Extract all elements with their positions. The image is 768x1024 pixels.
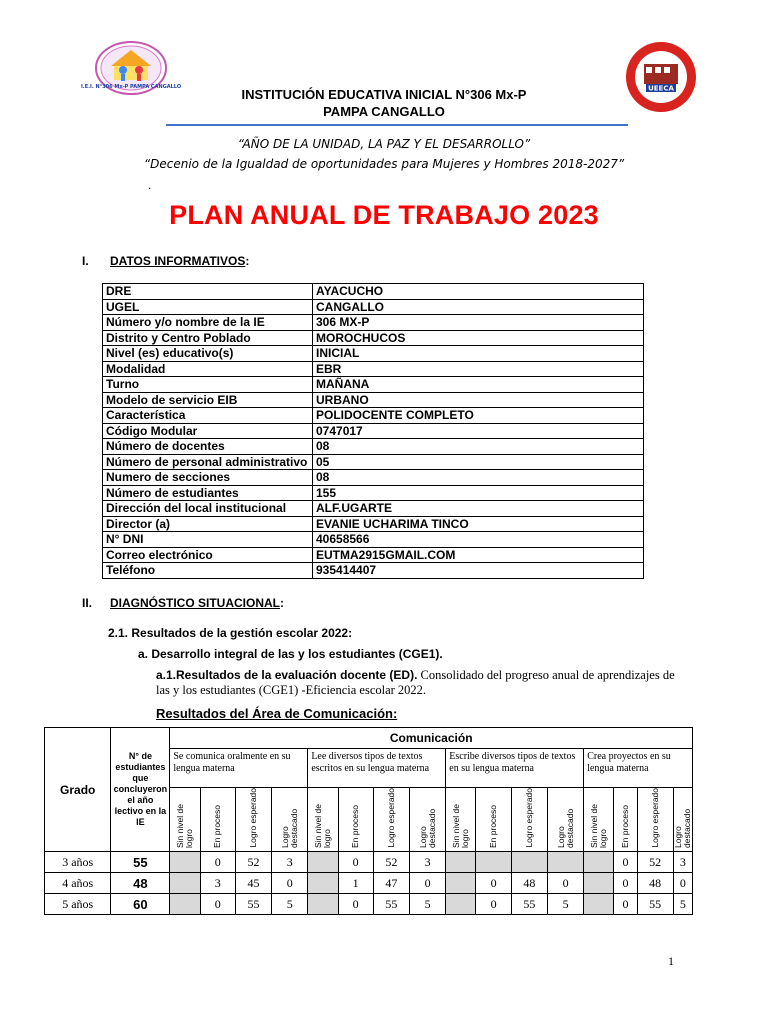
results-table	[44, 727, 693, 915]
level-label: Sin nivel de logro	[588, 804, 608, 848]
result-value-cell: 0	[673, 873, 692, 894]
info-key: N° DNI	[103, 532, 313, 548]
info-value: 05	[313, 454, 644, 470]
result-value-cell	[170, 852, 200, 873]
info-row	[103, 284, 644, 300]
level-label: En proceso	[488, 805, 499, 848]
grade-header: Grado	[45, 728, 111, 852]
info-key: Modelo de servicio EIB	[103, 392, 313, 408]
info-key: Numero de secciones	[103, 470, 313, 486]
result-value-cell: 0	[614, 852, 637, 873]
result-value-cell: 5	[673, 894, 692, 915]
info-key: Número de personal administrativo	[103, 454, 313, 470]
result-value-cell: 0	[614, 873, 637, 894]
info-row	[103, 454, 644, 470]
level-label: Sin nivel de logro	[174, 804, 194, 848]
level-label: Logro esperado	[523, 788, 534, 848]
info-key: Nivel (es) educativo(s)	[103, 346, 313, 362]
info-row	[103, 377, 644, 393]
info-value: INICIAL	[313, 346, 644, 362]
level-header	[614, 788, 637, 852]
result-value-cell	[584, 873, 614, 894]
info-key: Número de estudiantes	[103, 485, 313, 501]
institution-location: PAMPA CANGALLO	[323, 104, 445, 119]
result-value-cell: 0	[614, 894, 637, 915]
result-value-cell: 3	[673, 852, 692, 873]
result-value-cell: 0	[338, 894, 373, 915]
info-row	[103, 439, 644, 455]
level-label: Logro destacado	[279, 808, 299, 848]
info-key: Correo electrónico	[103, 547, 313, 563]
info-value: 935414407	[313, 563, 644, 579]
result-value-cell: 55	[235, 894, 271, 915]
info-key: Modalidad	[103, 361, 313, 377]
result-value-cell	[584, 852, 614, 873]
info-value: URBANO	[313, 392, 644, 408]
competency-header: Escribe diversos tipos de textos en su lengua materna	[446, 749, 584, 788]
result-value-cell: 0	[476, 894, 511, 915]
level-label: Logro esperado	[385, 788, 396, 848]
paragraph-rest: Consolidado del progreso anual de aprendizajes de las y los estudiantes (CGE1) -Eficiencia escolar 2022.	[156, 668, 675, 697]
header-rule	[166, 124, 628, 126]
info-row	[103, 392, 644, 408]
section-2-colon: :	[280, 596, 284, 610]
left-logo-text: I.E.I. N°306 Mx-P PAMPA CANGALLO	[80, 84, 182, 90]
level-header	[476, 788, 511, 852]
section-1-colon: :	[245, 254, 250, 268]
result-value-cell	[170, 894, 200, 915]
student-count-cell: 60	[111, 894, 170, 915]
info-key: Director (a)	[103, 516, 313, 532]
decade-motto: “Decenio de la Igualdad de oportunidades para Mujeres y Hombres 2018-2027”	[143, 157, 625, 171]
competency-header: Crea proyectos en su lengua materna	[584, 749, 693, 788]
level-header	[200, 788, 235, 852]
results-row	[45, 894, 693, 915]
info-value: 306 MX-P	[313, 315, 644, 331]
level-header	[547, 788, 583, 852]
result-value-cell: 55	[637, 894, 673, 915]
result-value-cell: 3	[200, 873, 235, 894]
result-value-cell: 0	[272, 873, 308, 894]
level-header	[338, 788, 373, 852]
info-key: Turno	[103, 377, 313, 393]
info-key: UGEL	[103, 299, 313, 315]
level-header	[511, 788, 547, 852]
section-2-label: DIAGNÓSTICO SITUACIONAL	[110, 596, 280, 610]
info-value: MOROCHUCOS	[313, 330, 644, 346]
competency-header: Se comunica oralmente en su lengua materna	[170, 749, 308, 788]
document-title: PLAN ANUAL DE TRABAJO 2023	[169, 200, 599, 230]
info-value: 40658566	[313, 532, 644, 548]
competency-header: Lee diversos tipos de textos escritos en su lengua materna	[308, 749, 446, 788]
level-header	[373, 788, 409, 852]
info-row	[103, 361, 644, 377]
info-value: AYACUCHO	[313, 284, 644, 300]
subheading-a: a. Desarrollo integral de las y los estudiantes (CGE1).	[138, 647, 443, 661]
subheading-2-1: 2.1. Resultados de la gestión escolar 2022:	[108, 626, 353, 640]
info-value: CANGALLO	[313, 299, 644, 315]
result-value-cell: 52	[373, 852, 409, 873]
grade-cell: 3 años	[45, 852, 111, 873]
result-value-cell	[308, 894, 338, 915]
level-header	[446, 788, 476, 852]
info-value: EVANIE UCHARIMA TINCO	[313, 516, 644, 532]
institution-name: INSTITUCIÓN EDUCATIVA INICIAL N°306 Mx-P	[241, 87, 527, 102]
info-value: 08	[313, 439, 644, 455]
level-label: En proceso	[212, 805, 223, 848]
info-value: 08	[313, 470, 644, 486]
info-value: MAÑANA	[313, 377, 644, 393]
result-value-cell	[547, 852, 583, 873]
result-value-cell	[446, 852, 476, 873]
result-value-cell: 47	[373, 873, 409, 894]
result-value-cell: 3	[410, 852, 446, 873]
result-value-cell: 52	[637, 852, 673, 873]
info-row	[103, 532, 644, 548]
info-row	[103, 330, 644, 346]
result-value-cell	[476, 852, 511, 873]
result-value-cell: 5	[410, 894, 446, 915]
info-row	[103, 346, 644, 362]
level-header	[410, 788, 446, 852]
result-value-cell	[308, 852, 338, 873]
result-value-cell	[446, 894, 476, 915]
info-value: EUTMA2915GMAIL.COM	[313, 547, 644, 563]
level-label: En proceso	[619, 805, 630, 848]
results-row	[45, 873, 693, 894]
area-header: Comunicación	[170, 728, 693, 749]
level-label: Logro esperado	[247, 788, 258, 848]
info-value: 155	[313, 485, 644, 501]
info-key: Teléfono	[103, 563, 313, 579]
result-value-cell: 55	[373, 894, 409, 915]
result-value-cell: 55	[511, 894, 547, 915]
info-value: 0747017	[313, 423, 644, 439]
evaluation-paragraph	[156, 668, 686, 698]
right-logo-text: UEECA	[648, 84, 674, 93]
info-value: ALF.UGARTE	[313, 501, 644, 517]
paragraph-bold-lead: a.1.Resultados de la evaluación docente (ED).	[156, 668, 418, 682]
result-value-cell: 0	[200, 894, 235, 915]
level-header	[170, 788, 200, 852]
result-value-cell: 0	[547, 873, 583, 894]
level-label: Logro esperado	[649, 788, 660, 848]
result-value-cell: 3	[272, 852, 308, 873]
year-motto: “AÑO DE LA UNIDAD, LA PAZ Y EL DESARROLLO”	[237, 137, 531, 151]
info-row	[103, 315, 644, 331]
stray-dot: .	[148, 178, 152, 192]
level-label: Logro destacado	[555, 808, 575, 848]
level-header	[584, 788, 614, 852]
result-value-cell	[446, 873, 476, 894]
result-value-cell: 1	[338, 873, 373, 894]
results-row	[45, 852, 693, 873]
info-table	[102, 283, 644, 579]
level-label: Logro destacado	[417, 808, 437, 848]
level-header	[235, 788, 271, 852]
result-value-cell: 0	[200, 852, 235, 873]
grade-cell: 5 años	[45, 894, 111, 915]
info-row	[103, 423, 644, 439]
section-1-label: DATOS INFORMATIVOS	[110, 254, 246, 268]
level-label: En proceso	[350, 805, 361, 848]
info-key: Dirección del local institucional	[103, 501, 313, 517]
result-value-cell: 48	[511, 873, 547, 894]
result-value-cell: 0	[410, 873, 446, 894]
info-row	[103, 408, 644, 424]
info-row	[103, 547, 644, 563]
result-value-cell	[511, 852, 547, 873]
info-key: Distrito y Centro Poblado	[103, 330, 313, 346]
info-value: EBR	[313, 361, 644, 377]
info-key: DRE	[103, 284, 313, 300]
results-title: Resultados del Área de Comunicación:	[156, 706, 398, 721]
level-header	[673, 788, 692, 852]
info-row	[103, 470, 644, 486]
level-header	[637, 788, 673, 852]
info-value: POLIDOCENTE COMPLETO	[313, 408, 644, 424]
info-row	[103, 299, 644, 315]
level-label: Sin nivel de logro	[450, 804, 470, 848]
grade-cell: 4 años	[45, 873, 111, 894]
info-row	[103, 516, 644, 532]
count-header: N° de estudiantes que concluyeron el año lectivo en la IE	[111, 728, 170, 852]
result-value-cell: 52	[235, 852, 271, 873]
level-header	[272, 788, 308, 852]
ugel-logo-right	[624, 40, 698, 114]
result-value-cell: 0	[476, 873, 511, 894]
info-key: Número de docentes	[103, 439, 313, 455]
info-row	[103, 563, 644, 579]
level-header	[308, 788, 338, 852]
result-value-cell: 48	[637, 873, 673, 894]
result-value-cell: 0	[338, 852, 373, 873]
level-label: Logro destacado	[672, 808, 692, 848]
section-1-number: I.	[82, 254, 89, 268]
result-value-cell	[584, 894, 614, 915]
student-count-cell: 55	[111, 852, 170, 873]
result-value-cell	[308, 873, 338, 894]
info-key: Código Modular	[103, 423, 313, 439]
section-2-number: II.	[82, 596, 93, 610]
result-value-cell: 45	[235, 873, 271, 894]
result-value-cell: 5	[272, 894, 308, 915]
level-label: Sin nivel de logro	[312, 804, 332, 848]
info-row	[103, 485, 644, 501]
info-key: Número y/o nombre de la IE	[103, 315, 313, 331]
info-key: Característica	[103, 408, 313, 424]
page-number: 1	[668, 954, 674, 968]
result-value-cell: 5	[547, 894, 583, 915]
student-count-cell: 48	[111, 873, 170, 894]
info-row	[103, 501, 644, 517]
result-value-cell	[170, 873, 200, 894]
